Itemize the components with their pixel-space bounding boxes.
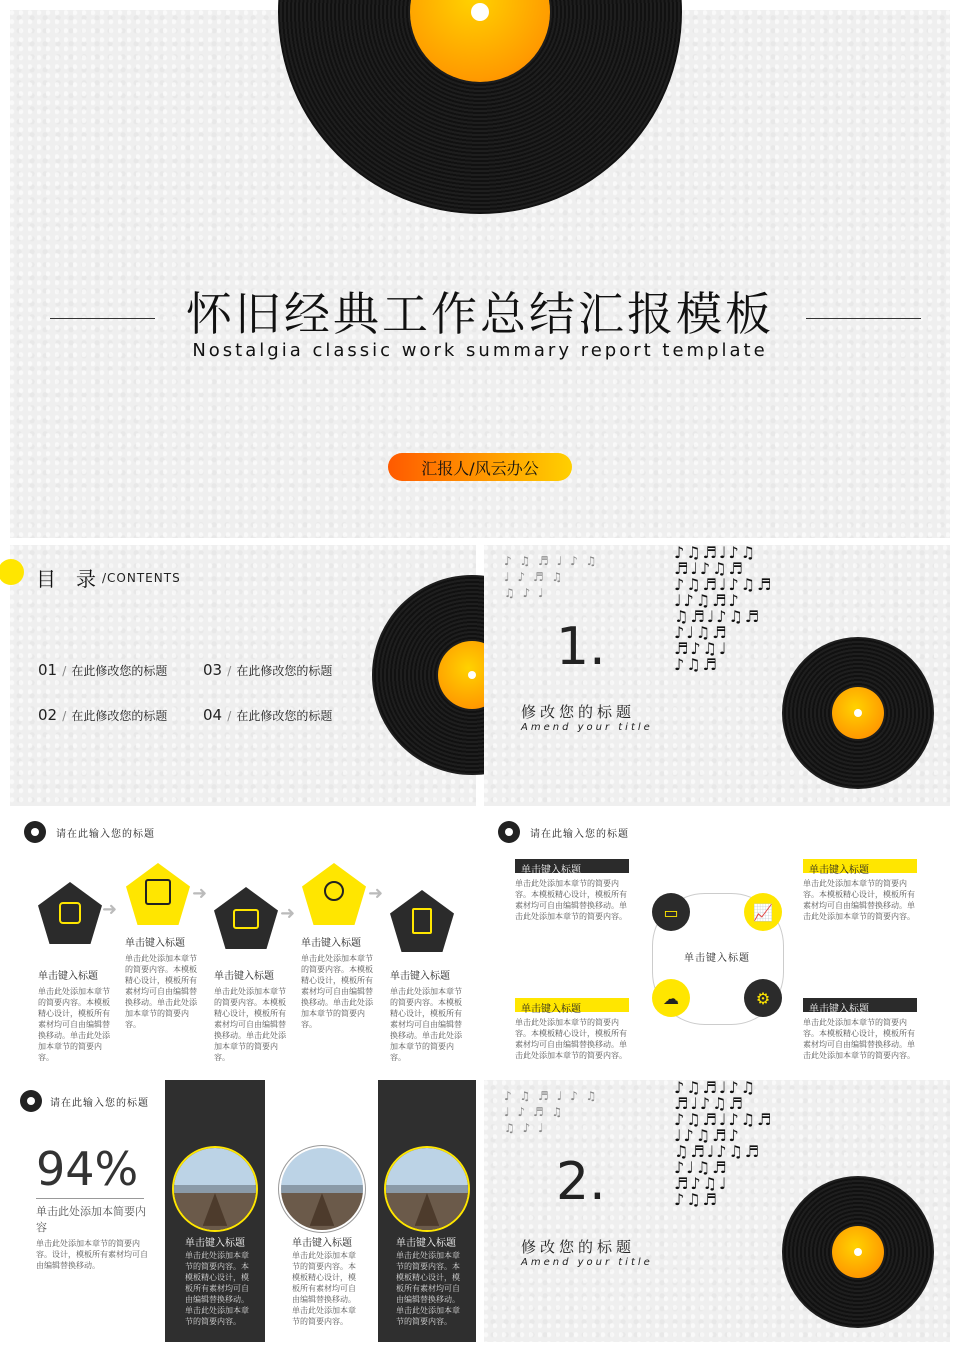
- stats-slide[interactable]: [10, 1080, 476, 1342]
- arrow-icon: ➜: [192, 883, 208, 904]
- contents-heading-en: /CONTENTS: [102, 571, 181, 585]
- step-title: 单击键入标题: [125, 938, 185, 949]
- vinyl-header-icon: [498, 821, 520, 843]
- section1-slide[interactable]: [484, 545, 950, 806]
- arrow-icon: ➜: [102, 899, 118, 920]
- item-label: 在此修改您的标题: [236, 709, 333, 723]
- card-3[interactable]: [378, 1080, 476, 1342]
- step-title: 单击键入标题: [390, 971, 450, 982]
- folder-circle-icon: ▭: [652, 893, 690, 931]
- step-4[interactable]: [301, 934, 373, 1029]
- step-title: 单击键入标题: [38, 971, 98, 982]
- step-1[interactable]: [38, 967, 110, 1062]
- team-circle-icon: ⚙: [744, 979, 782, 1017]
- item-label: 在此修改您的标题: [71, 709, 168, 723]
- card-title: 单击键入标题: [185, 1238, 245, 1249]
- contents-item-04[interactable]: 04 / 在此修改您的标题: [203, 706, 333, 724]
- section2-slide[interactable]: [484, 1080, 950, 1342]
- item-number: 03: [203, 661, 223, 679]
- block-title-bar: 单击键入标题: [515, 859, 629, 873]
- block-title-bar: 单击键入标题: [803, 859, 917, 873]
- slide-header: 请在此输入您的标题: [56, 829, 155, 840]
- section-title-en: Amend your title: [521, 1257, 653, 1268]
- step-text: 单击此处添加本章节的简要内容。本模板精心设计，模板所有素材均可自由编辑替换移动。单击此处添加本章节的简要内容。: [38, 987, 110, 1062]
- section-title: 修改您的标题: [521, 1238, 636, 1256]
- card-title: 单击键入标题: [396, 1238, 456, 1249]
- block-text: 单击此处添加本章节的简要内容。本模板精心设计，模板所有素材均可自由编辑替换移动。单击此处添加本章节的简要内容。: [515, 879, 627, 921]
- music-notes-icon: ♪ ♫ ♬ ♩ ♪ ♫ ♩ ♪ ♬ ♫ ♫ ♪ ♩: [504, 554, 599, 600]
- vinyl-header-icon: [20, 1090, 42, 1112]
- mountain-photo: [174, 1148, 256, 1230]
- music-notes-burst-icon: ♪♫♬♩♪♫ ♬♩♪♫♬ ♪♫♬♩♪♫♬ ♩♪♫♬♪ ♫♬♩♪♫♬ ♪♩♫♬ ♬♪♫♩ ♪♫♬: [674, 543, 774, 674]
- card-text: 单击此处添加本章节的简要内容。本模板精心设计，模板所有素材均可自由编辑替换移动。单击此处添加本章节的简要内容。: [185, 1251, 249, 1326]
- section-title: 修改您的标题: [521, 703, 636, 721]
- card-1[interactable]: [165, 1080, 265, 1342]
- step-title: 单击键入标题: [214, 971, 274, 982]
- block-text: 单击此处添加本章节的简要内容。本模板精心设计，模板所有素材均可自由编辑替换移动。单击此处添加本章节的简要内容。: [803, 1018, 915, 1060]
- vinyl-record-icon: [782, 637, 934, 789]
- card-text: 单击此处添加本章节的简要内容。本模板精心设计，模板所有素材均可自由编辑替换移动。单击此处添加本章节的简要内容。: [292, 1251, 356, 1326]
- document-pentagon-icon: [126, 863, 190, 925]
- yellow-marker: [0, 559, 24, 585]
- contents-item-02[interactable]: 02 / 在此修改您的标题: [38, 706, 168, 724]
- card-text: 单击此处添加本章节的简要内容。本模板精心设计，模板所有素材均可自由编辑替换移动。单击此处添加本章节的简要内容。: [396, 1251, 460, 1326]
- reporter-pill[interactable]: 汇报人/风云办公: [388, 453, 572, 481]
- process-slide[interactable]: [10, 813, 476, 1062]
- card-title: 单击键入标题: [292, 1238, 352, 1249]
- music-notes-icon: ♪ ♫ ♬ ♩ ♪ ♫ ♩ ♪ ♬ ♫ ♫ ♪ ♩: [504, 1089, 599, 1135]
- stat-percent: 94%: [36, 1142, 139, 1196]
- item-number: 02: [38, 706, 58, 724]
- center-title: 单击键入标题: [684, 953, 750, 964]
- step-3[interactable]: [214, 967, 286, 1062]
- cover-slide[interactable]: [10, 10, 950, 538]
- contents-item-03[interactable]: 03 / 在此修改您的标题: [203, 661, 333, 679]
- step-title: 单击键入标题: [301, 938, 361, 949]
- cover-subtitle: Nostalgia classic work summary report template: [192, 340, 768, 361]
- title-divider-left: [50, 318, 155, 319]
- telephone-pentagon-icon: [38, 882, 102, 944]
- section-number: 2.: [556, 1152, 606, 1212]
- step-2[interactable]: [125, 934, 197, 1029]
- music-notes-burst-icon: ♪♫♬♩♪♫ ♬♩♪♫♬ ♪♫♬♩♪♫♬ ♩♪♫♬♪ ♫♬♩♪♫♬ ♪♩♫♬ ♬♪♫♩ ♪♫♬: [674, 1078, 774, 1209]
- vinyl-record-icon: [278, 0, 682, 214]
- contents-slide[interactable]: [10, 545, 476, 806]
- item-number: 04: [203, 706, 223, 724]
- slide-header: 请在此输入您的标题: [530, 829, 629, 840]
- report-pentagon-icon: [390, 890, 454, 952]
- contents-item-01[interactable]: 01 / 在此修改您的标题: [38, 661, 168, 679]
- stat-caption: 单击此处添加本简要内容: [36, 1205, 146, 1234]
- item-label: 在此修改您的标题: [236, 664, 333, 678]
- step-text: 单击此处添加本章节的简要内容。本模板精心设计，模板所有素材均可自由编辑替换移动。单击此处添加本章节的简要内容。: [301, 954, 373, 1029]
- arrow-icon: ➜: [368, 883, 384, 904]
- contents-heading: 目 录: [36, 567, 96, 591]
- item-number: 01: [38, 661, 58, 679]
- item-label: 在此修改您的标题: [71, 664, 168, 678]
- mountain-photo: [281, 1148, 363, 1230]
- stat-text: 单击此处添加本章节的简要内容。设计，模板所有素材均可自由编辑替换移动。: [36, 1239, 148, 1270]
- vinyl-record-icon: [782, 1176, 934, 1328]
- block-title-bar: 单击键入标题: [515, 998, 629, 1012]
- folder-pentagon-icon: [214, 887, 278, 949]
- cloud-circle-icon: ☁: [652, 979, 690, 1017]
- vinyl-header-icon: [24, 821, 46, 843]
- step-text: 单击此处添加本章节的简要内容。本模板精心设计，模板所有素材均可自由编辑替换移动。单击此处添加本章节的简要内容。: [390, 987, 462, 1062]
- title-divider-right: [806, 318, 921, 319]
- section-number: 1.: [556, 617, 606, 677]
- chart-circle-icon: 📈: [744, 893, 782, 931]
- card-2[interactable]: [272, 1080, 372, 1342]
- mountain-photo: [386, 1148, 468, 1230]
- section-title-en: Amend your title: [521, 722, 653, 733]
- block-text: 单击此处添加本章节的简要内容。本模板精心设计，模板所有素材均可自由编辑替换移动。单击此处添加本章节的简要内容。: [515, 1018, 627, 1060]
- cover-title: 怀旧经典工作总结汇报模板: [186, 287, 774, 341]
- stat-divider: [36, 1198, 144, 1199]
- team-pentagon-icon: [302, 863, 366, 925]
- slide-header: 请在此输入您的标题: [50, 1098, 149, 1109]
- step-5[interactable]: [390, 967, 462, 1062]
- arrow-icon: ➜: [280, 903, 296, 924]
- step-text: 单击此处添加本章节的简要内容。本模板精心设计，模板所有素材均可自由编辑替换移动。单击此处添加本章节的简要内容。: [125, 954, 197, 1029]
- step-text: 单击此处添加本章节的简要内容。本模板精心设计，模板所有素材均可自由编辑替换移动。单击此处添加本章节的简要内容。: [214, 987, 286, 1062]
- quad-slide[interactable]: [484, 813, 950, 1059]
- block-title-bar: 单击键入标题: [803, 998, 917, 1012]
- block-text: 单击此处添加本章节的简要内容。本模板精心设计，模板所有素材均可自由编辑替换移动。单击此处添加本章节的简要内容。: [803, 879, 915, 921]
